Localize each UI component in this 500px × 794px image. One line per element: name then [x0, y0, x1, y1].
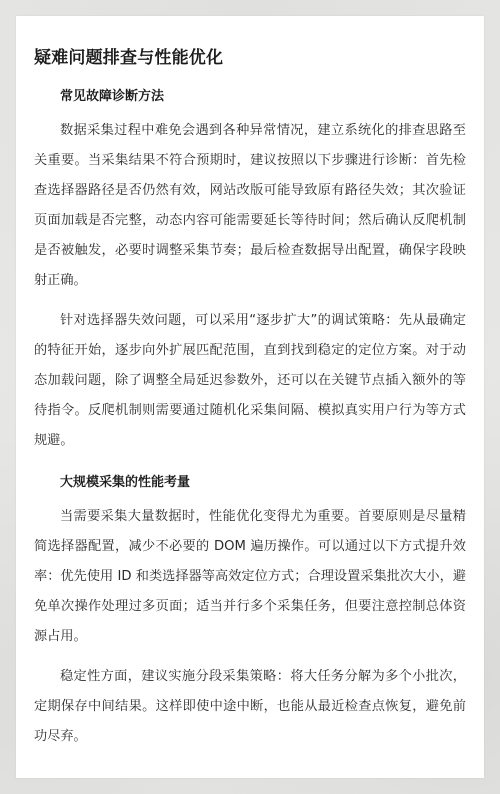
section-heading-fault-diagnosis: 常见故障诊断方法 — [60, 89, 165, 104]
document-page — [16, 16, 484, 778]
document-title: 疑难问题排查与性能优化 — [34, 48, 224, 68]
paragraph: 数据采集过程中难免会遇到各种异常情况，建立系统化的排查思路至关重要。当采集结果不符合预期时，建议按照以下步骤进行诊断：首先检查选择器路径是否仍然有效，网站改版可能导致原有路径失效；其次验证页面加载是否完整，动态内容可能需要延长等待时间；然后确认反爬机制是否被触发，必要时调整采集节奏；最后检查数据导出配置，确保字段映射正确。 — [34, 123, 466, 288]
paragraph: 稳定性方面，建议实施分段采集策略：将大任务分解为多个小批次，定期保存中间结果。这样即使中途中断，也能从最近检查点恢复，避免前功尽弃。 — [34, 669, 466, 744]
paragraph: 当需要采集大量数据时，性能优化变得尤为重要。首要原则是尽量精简选择器配置，减少不必要的 DOM 遍历操作。可以通过以下方式提升效率：优先使用 ID 和类选择器等高效定位方式；合理设置采集批次大小，避免单次操作处理过多页面；适当并行多个采集任务，但要注意控制总体资源占用。 — [34, 509, 466, 644]
paragraph: 针对选择器失效问题，可以采用“逐步扩大”的调试策略：先从最确定的特征开始，逐步向外扩展匹配范围，直到找到稳定的定位方案。对于动态加载问题，除了调整全局延迟参数外，还可以在关键节点插入额外的等待指令。反爬机制则需要通过随机化采集间隔、模拟真实用户行为等方式规避。 — [34, 313, 466, 448]
section-heading-performance: 大规模采集的性能考量 — [60, 475, 191, 490]
